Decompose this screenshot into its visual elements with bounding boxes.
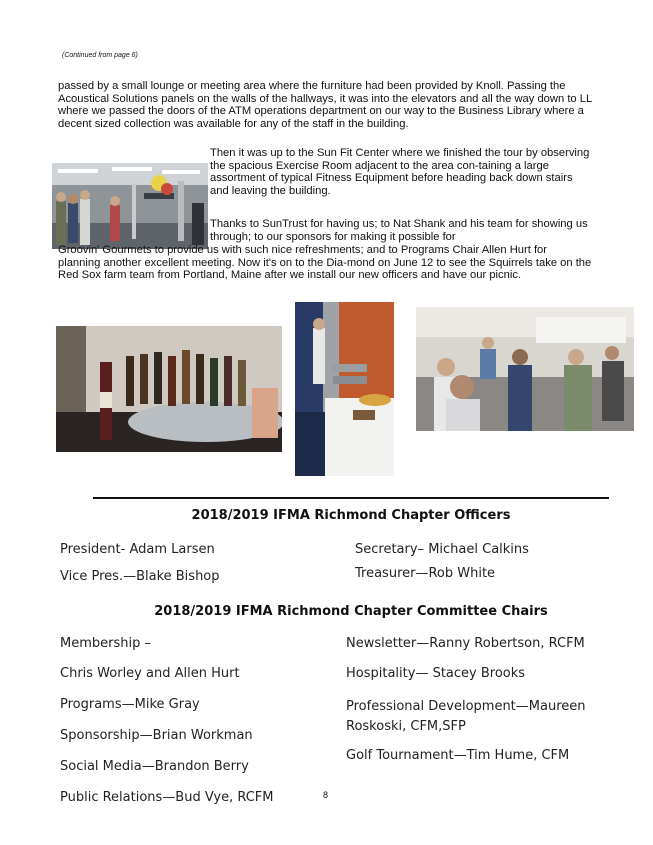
page-number: 8 — [323, 790, 329, 800]
paragraph-tour-intro: passed by a small lounge or meeting area where the furniture had been provided by Knoll. Passing the Acoustical Solutions panels on the walls of the hallways, it was into the elevators and all the way down to LL where we passed the doors of the ATM operations department on our way to the Business Library where a decent sized collection was available for any of the staff in the building. — [58, 80, 592, 130]
committee-left-item: Chris Worley and Allen Hurt — [60, 666, 240, 681]
committee-right-item: Hospitality— Stacey Brooks — [346, 666, 526, 681]
officer-vice-president: Vice Pres.—Blake Bishop — [60, 569, 220, 584]
section-divider — [93, 497, 609, 499]
buffet-photo — [295, 302, 394, 476]
continued-note: (Continued from page 6) — [62, 52, 138, 59]
officer-president: President- Adam Larsen — [60, 542, 215, 557]
committee-left-item: Sponsorship—Brian Workman — [60, 728, 253, 743]
committee-right-item: Newsletter—Ranny Robertson, RCFM — [346, 636, 585, 651]
fitness-center-photo — [52, 163, 208, 249]
committee-left-item: Programs—Mike Gray — [60, 697, 200, 712]
wine-bottles-photo — [56, 326, 282, 452]
paragraph-thanks: Thanks to SunTrust for having us; to Nat Shank and his team for showing us through; to our sponsors for making it possible for — [210, 218, 588, 243]
officers-heading: 2018/2019 IFMA Richmond Chapter Officers — [191, 508, 511, 523]
paragraph-sun-fit-center: Then it was up to the Sun Fit Center where we finished the tour by observing the spacious Exercise Room adjacent to the area con-taining a large assortment of typical Fitness Equipment before heading back down stairs and leaving the building. — [210, 147, 590, 197]
committee-left-item: Social Media—Brandon Berry — [60, 759, 249, 774]
committee-left-item: Public Relations—Bud Vye, RCFM — [60, 790, 274, 805]
committee-right-item: Professional Development—Maureen Roskoski, CFM,SFP — [346, 699, 586, 734]
committee-right-item: Golf Tournament—Tim Hume, CFM — [346, 748, 570, 763]
officer-secretary: Secretary– Michael Calkins — [355, 542, 529, 557]
paragraph-closing: Groovin' Gourmets to provide us with such nice refreshments; and to Programs Chair Allen Hurt for planning another excellent meeting. Now it's on to the Dia-mond on June 12 to see the Squirrels take on the Red Sox farm team from Portland, Maine after we install our new officers and have our picnic. — [58, 244, 592, 282]
committee-heading: 2018/2019 IFMA Richmond Chapter Committee Chairs — [154, 604, 548, 619]
committee-left-item: Membership – — [60, 636, 151, 651]
officer-treasurer: Treasurer—Rob White — [355, 566, 496, 581]
attendees-group-photo — [416, 307, 634, 431]
